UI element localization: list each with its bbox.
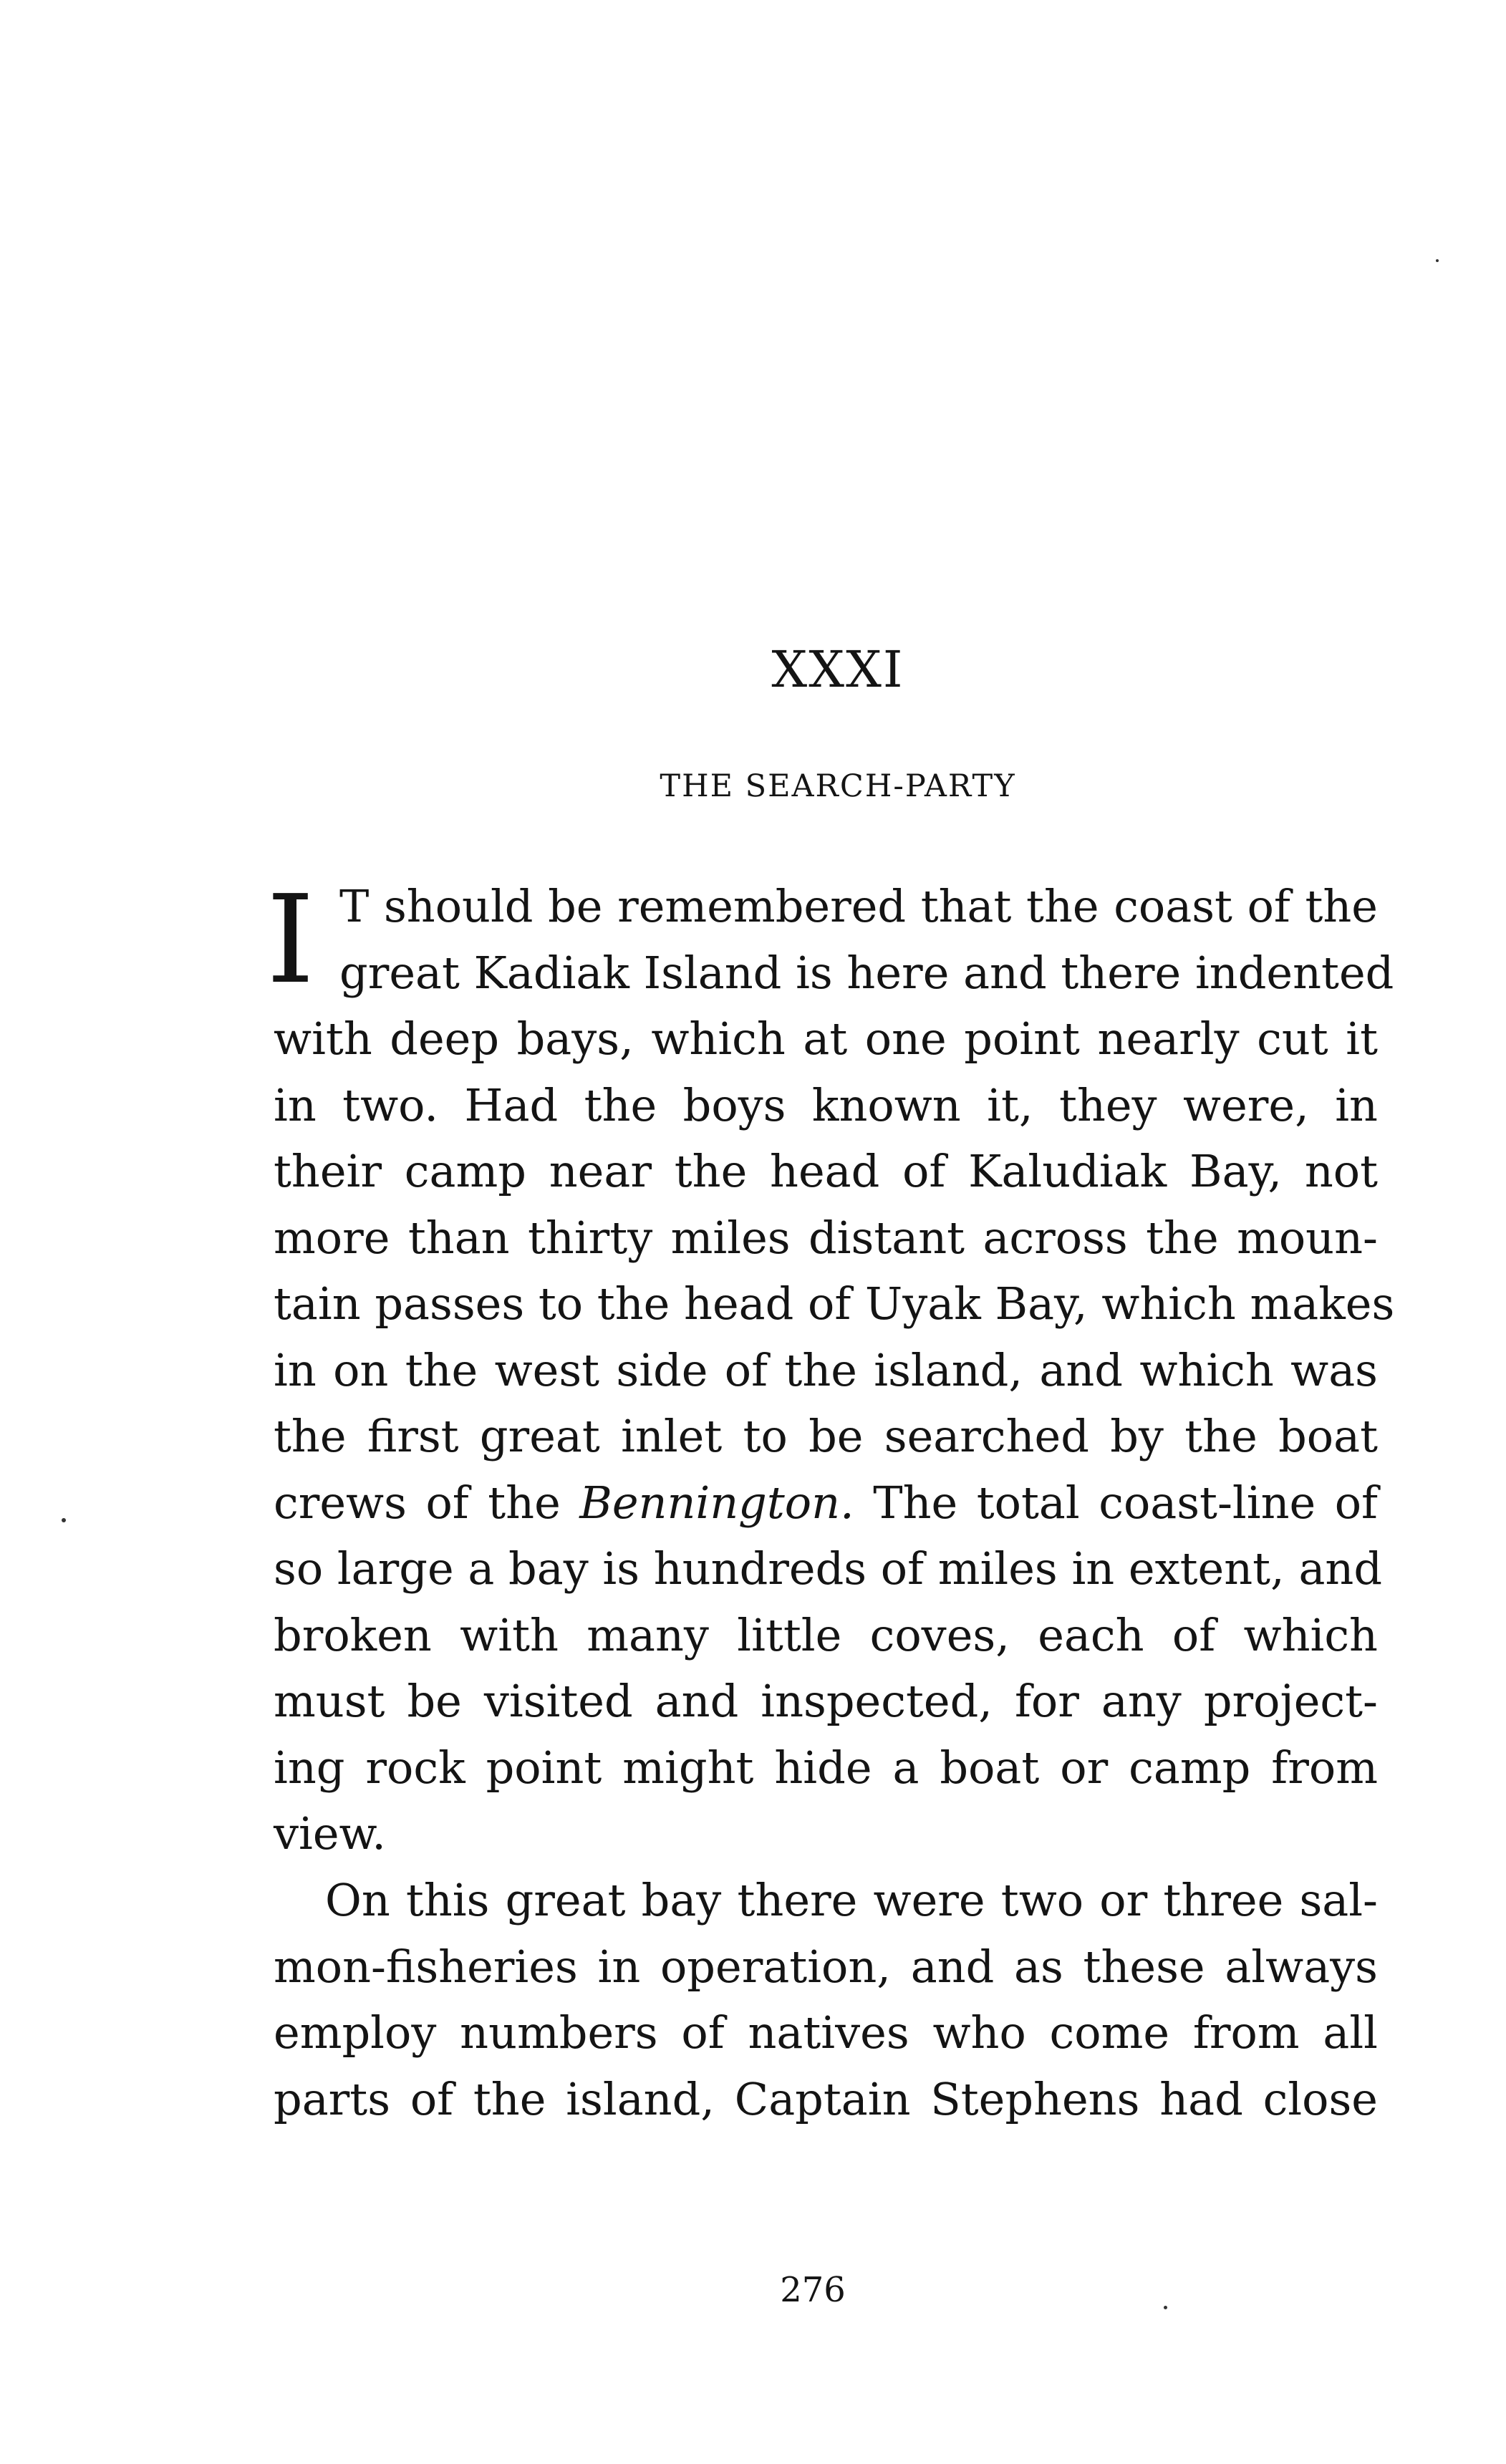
text-segment: crews of the [274, 1476, 561, 1529]
text-line: so large a bay is hundreds of miles in extent, and [274, 1542, 1383, 1595]
scan-speck [1436, 259, 1439, 262]
text-line: On this great bay there were two or three sal- [325, 1874, 1378, 1926]
text-line: ing rock point might hide a boat or camp from [274, 1741, 1378, 1794]
drop-cap: I [266, 869, 315, 1011]
paragraph-1 [274, 874, 1395, 1868]
text-line: in on the west side of the island, and which was [274, 1343, 1378, 1396]
text-segment: The total coast-line of [873, 1476, 1378, 1529]
text-line: their camp near the head of Kaludiak Bay, not [274, 1145, 1378, 1197]
text-line: great Kadiak Island is here and there indented [339, 946, 1394, 999]
page-number: 276 [780, 2270, 846, 2310]
chapter-number: XXXI [771, 640, 904, 699]
text-line: tain passes to the head of Uyak Bay, which makes [274, 1277, 1395, 1330]
text-line: view. [274, 1807, 386, 1860]
text-line: in two. Had the boys known it, they were, in [274, 1078, 1378, 1131]
ship-name: Bennington. [579, 1476, 854, 1529]
text-line: T should be remembered that the coast of the [339, 880, 1378, 932]
text-line: mon-fisheries in operation, and as these always [274, 1940, 1378, 1993]
text-line: parts of the island, Captain Stephens had close [274, 2072, 1378, 2125]
text-line: broken with many little coves, each of which [274, 1608, 1378, 1661]
text-line: employ numbers of natives who come from all [274, 2006, 1378, 2059]
scan-speck [62, 1518, 66, 1522]
scan-speck [1164, 2306, 1167, 2309]
chapter-title: THE SEARCH-PARTY [660, 768, 1016, 804]
text-line: the first great inlet to be searched by the boat [274, 1410, 1378, 1462]
text-line: must be visited and inspected, for any project- [274, 1675, 1378, 1727]
paragraph-2 [274, 1868, 1378, 2132]
text-line-with-ship-name [274, 1470, 1378, 1537]
text-line: with deep bays, which at one point nearly cut it [274, 1013, 1378, 1065]
text-line: more than thirty miles distant across the moun- [274, 1211, 1378, 1264]
